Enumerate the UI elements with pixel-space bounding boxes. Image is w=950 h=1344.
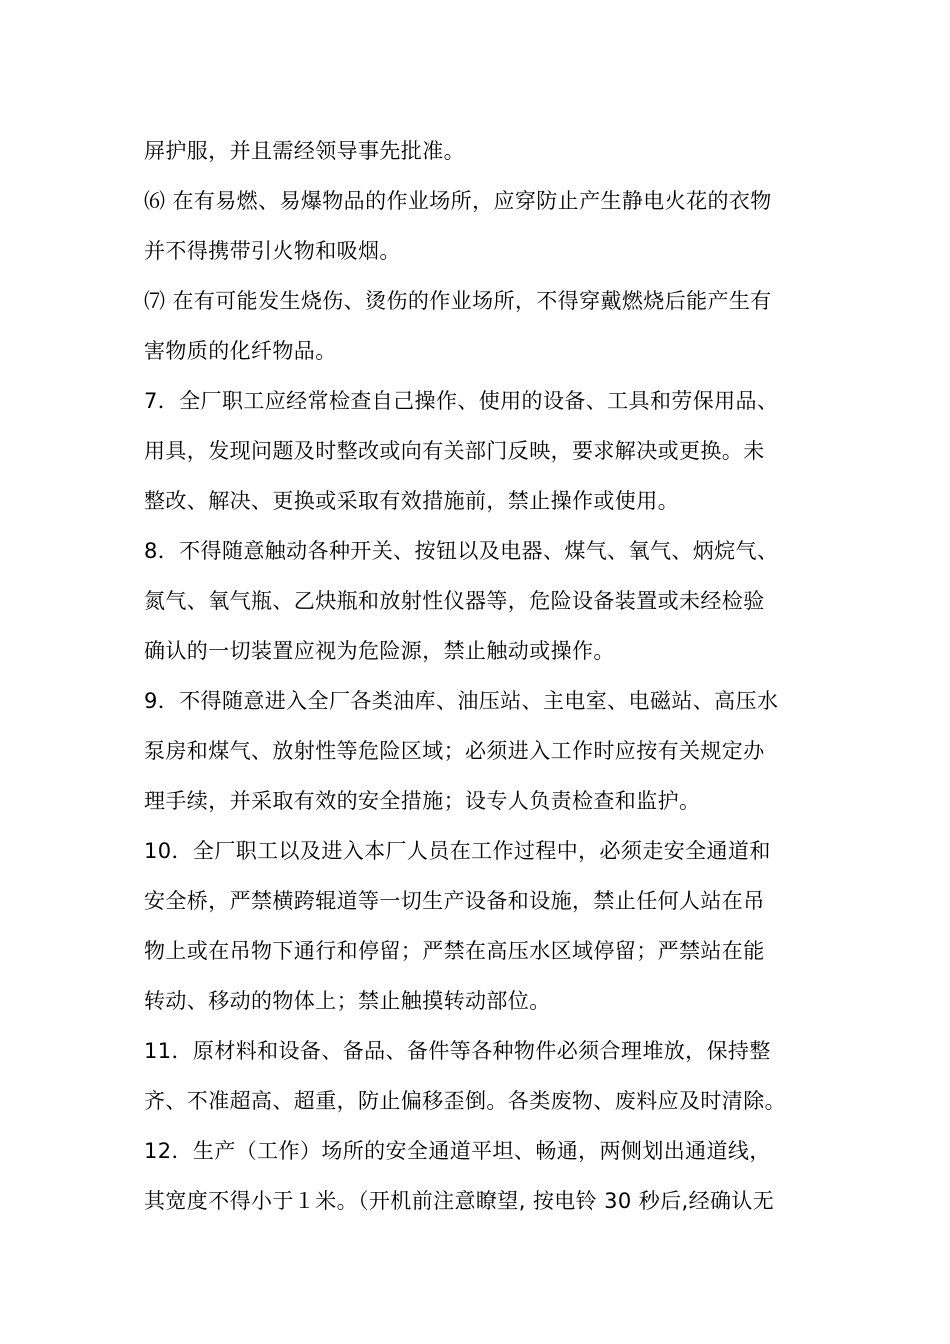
text-line: 转动、移动的物体上；禁止触摸转动部位。 [144,989,551,1013]
text-line: 8．不得随意触动各种开关、按钮以及电器、煤气、氧气、炳烷气、 [144,539,779,563]
text-line: 用具，发现问题及时整改或向有关部门反映，要求解决或更换。未 [144,439,765,463]
text-line: ⑺ 在有可能发生烧伤、烫伤的作业场所，不得穿戴燃烧后能产生有 [144,289,772,313]
text-line: 确认的一切装置应视为危险源，禁止触动或操作。 [144,639,615,663]
text-line: 7．全厂职工应经常检查自己操作、使用的设备、工具和劳保用品、 [144,389,779,413]
text-line: 12．生产（工作）场所的安全通道平坦、畅通，两侧划出通道线， [144,1139,771,1163]
text-line: 其宽度不得小于１米。（开机前注意瞭望, 按电铃 30 秒后,经确认无 [144,1189,775,1213]
text-line: 屏护服，并且需经领导事先批准。 [144,139,465,163]
text-line: 泵房和煤气、放射性等危险区域；必须进入工作时应按有关规定办 [144,739,765,763]
text-line: 安全桥，严禁横跨辊道等一切生产设备和设施，禁止任何人站在吊 [144,889,765,913]
text-line: 害物质的化纤物品。 [144,339,337,363]
text-line: 物上或在吊物下通行和停留；严禁在高压水区域停留；严禁站在能 [144,939,765,963]
text-line: 11．原材料和设备、备品、备件等各种物件必须合理堆放，保持整 [144,1039,771,1063]
text-line: 整改、解决、更换或采取有效措施前，禁止操作或使用。 [144,489,679,513]
text-line: 10．全厂职工以及进入本厂人员在工作过程中，必须走安全通道和 [144,839,771,863]
document-body [144,126,816,1226]
text-line: 理手续，并采取有效的安全措施；设专人负责检查和监护。 [144,789,701,813]
text-line: 并不得携带引火物和吸烟。 [144,239,401,263]
text-line: 9．不得随意进入全厂各类油库、油压站、主电室、电磁站、高压水 [144,689,779,713]
text-line: 齐、不准超高、超重，防止偏移歪倒。各类废物、废料应及时清除。 [144,1089,786,1113]
text-line: 氮气、氧气瓶、乙炔瓶和放射性仪器等，危险设备装置或未经检验 [144,589,765,613]
text-line: ⑹ 在有易燃、易爆物品的作业场所，应穿防止产生静电火花的衣物 [144,189,772,213]
